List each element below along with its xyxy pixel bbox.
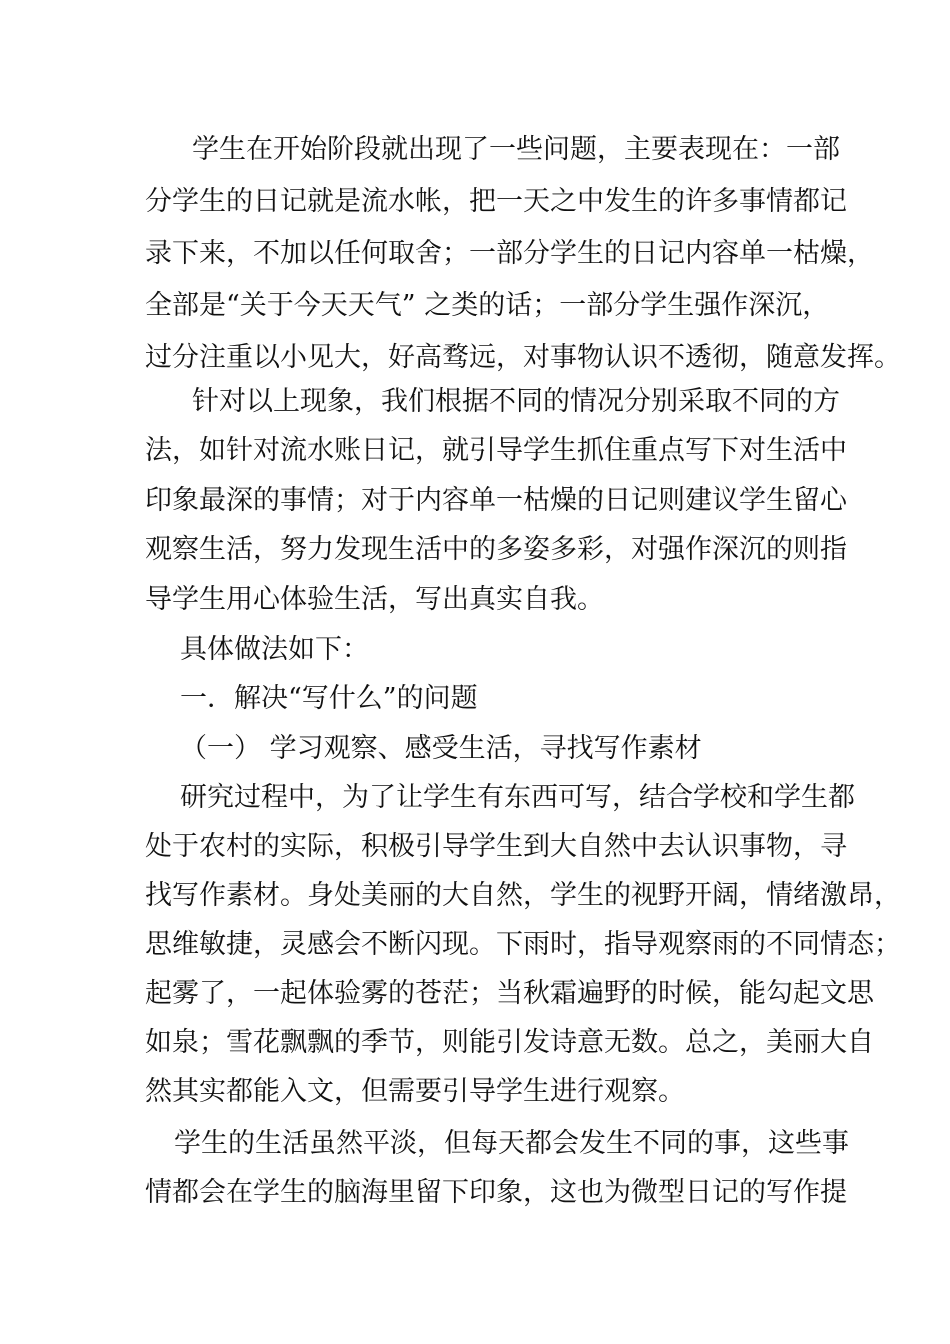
text-line-15: 处于农村的实际，积极引导学生到大自然中去认识事物，寻 bbox=[145, 831, 847, 862]
text-line-9: 观察生活，努力发现生活中的多姿多彩，对强作深沉的则指 bbox=[145, 534, 847, 565]
text-line-16: 找写作素材。身处美丽的大自然，学生的视野开阔，情绪激昂， bbox=[145, 880, 901, 911]
text-line-14: 研究过程中，为了让学生有东西可写，结合学校和学生都 bbox=[180, 782, 855, 813]
text-line-7: 法，如针对流水账日记，就引导学生抓住重点写下对生活中 bbox=[145, 435, 847, 466]
subsection-heading: （一） 学习观察、感受生活，寻找写作素材 bbox=[180, 733, 702, 764]
text-line-18: 起雾了，一起体验雾的苍茫；当秋霜遍野的时候，能勾起文思 bbox=[145, 978, 874, 1009]
text-line-20: 然其实都能入文，但需要引导学生进行观察。 bbox=[145, 1076, 685, 1107]
text-line-5: 过分注重以小见大，好高骛远，对事物认识不透彻，随意发挥。 bbox=[145, 342, 901, 373]
text-line-17: 思维敏捷，灵感会不断闪现。下雨时，指导观察雨的不同情态； bbox=[145, 929, 901, 960]
section-heading: 一．解决“写什么”的问题 bbox=[180, 683, 478, 714]
text-line-10: 导学生用心体验生活，写出真实自我。 bbox=[145, 584, 604, 615]
text-line-3: 录下来，不加以任何取舍；一部分学生的日记内容单一枯燥， bbox=[145, 238, 874, 269]
text-line-6: 针对以上现象，我们根据不同的情况分别采取不同的方 bbox=[192, 386, 840, 417]
text-line-1: 学生在开始阶段就出现了一些问题，主要表现在：一部 bbox=[192, 134, 840, 165]
text-line-11: 具体做法如下： bbox=[180, 634, 369, 665]
text-line-21: 学生的生活虽然平淡，但每天都会发生不同的事，这些事 bbox=[174, 1128, 849, 1159]
text-line-8: 印象最深的事情；对于内容单一枯燥的日记则建议学生留心 bbox=[145, 485, 847, 516]
text-line-2: 分学生的日记就是流水帐，把一天之中发生的许多事情都记 bbox=[145, 186, 847, 217]
text-line-22: 情都会在学生的脑海里留下印象，这也为微型日记的写作提 bbox=[145, 1177, 847, 1208]
text-line-19: 如泉；雪花飘飘的季节，则能引发诗意无数。总之，美丽大自 bbox=[145, 1027, 874, 1058]
text-line-4: 全部是“关于今天天气” 之类的话；一部分学生强作深沉， bbox=[145, 290, 830, 321]
